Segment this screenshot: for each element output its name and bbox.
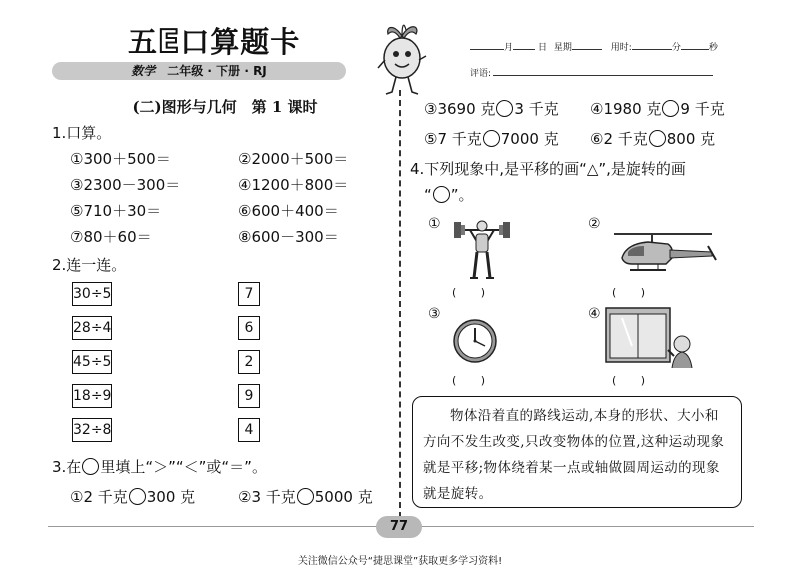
info-text: 物体沿着直的路线运动,本身的形状、大小和方向不发生改变,只改变物体的位置,这种运动现象就是平移;物体绕着某一点或轴做圆周运动的现象就是旋转。 bbox=[423, 408, 725, 502]
q1-item: ⑤710＋30＝ bbox=[70, 202, 162, 220]
date-line: 月 日 星期 用时: 分 秒 bbox=[470, 40, 760, 53]
page-number: 77 bbox=[376, 516, 422, 538]
answer-circle[interactable] bbox=[483, 130, 500, 147]
footer-note: 关注微信公众号“捷思课堂”获取更多学习资料! bbox=[297, 556, 503, 567]
pic-label: ③ bbox=[428, 306, 441, 322]
second-blank[interactable] bbox=[681, 41, 709, 50]
brand-prefix: 五 bbox=[128, 25, 159, 59]
pic-label: ② bbox=[588, 216, 601, 232]
pic-label: ① bbox=[428, 216, 441, 232]
q1-item: ③2300－300＝ bbox=[70, 176, 181, 194]
brand-e-logo: E bbox=[158, 24, 181, 60]
answer-paren[interactable]: ( ) bbox=[452, 374, 486, 387]
grade-info: 二年级 · 下册 · RJ bbox=[167, 64, 267, 78]
section-title: (二)图形与几何 第 1 课时 bbox=[132, 98, 318, 116]
q1-item: ④1200＋800＝ bbox=[238, 176, 349, 194]
helicopter-icon bbox=[612, 228, 722, 278]
answer-paren[interactable]: ( ) bbox=[452, 286, 486, 299]
q3-item: ⑥2 千克 800 克 bbox=[590, 130, 716, 148]
match-left-box[interactable]: 45÷5 bbox=[72, 350, 112, 374]
radish-mascot-icon bbox=[374, 20, 430, 100]
answer-paren[interactable]: ( ) bbox=[612, 286, 646, 299]
pic-label: ④ bbox=[588, 306, 601, 322]
q3-item: ③3690 克 3 千克 bbox=[424, 100, 559, 118]
rotate-circle-icon bbox=[433, 186, 450, 203]
column-divider bbox=[399, 90, 401, 518]
answer-circle[interactable] bbox=[649, 130, 666, 147]
answer-circle[interactable] bbox=[297, 488, 314, 505]
match-left-box[interactable]: 30÷5 bbox=[72, 282, 112, 306]
sliding-window-icon bbox=[602, 306, 694, 368]
minute-blank[interactable] bbox=[632, 41, 672, 50]
brand-suffix: 口算题卡 bbox=[180, 25, 301, 59]
q2-title: 2.连一连。 bbox=[52, 256, 127, 274]
weightlifter-icon bbox=[452, 214, 512, 284]
q1-item: ①300＋500＝ bbox=[70, 150, 171, 168]
match-right-box[interactable]: 4 bbox=[238, 418, 260, 442]
match-right-box[interactable]: 2 bbox=[238, 350, 260, 374]
compare-circle-icon bbox=[82, 458, 99, 475]
clock-icon bbox=[452, 318, 498, 364]
match-right-box[interactable]: 9 bbox=[238, 384, 260, 408]
q1-title: 1.口算。 bbox=[52, 124, 112, 142]
q3-title: 3.在 里填上“＞”“＜”或“＝”。 bbox=[52, 458, 267, 476]
q4-title-line1: 4.下列现象中,是平移的画“△”,是旋转的画 bbox=[410, 160, 686, 178]
q3-item: ②3 千克 5000 克 bbox=[238, 488, 373, 506]
match-left-box[interactable]: 18÷9 bbox=[72, 384, 112, 408]
review-line: 评语: bbox=[470, 66, 760, 79]
q3-item: ⑤7 千克 7000 克 bbox=[424, 130, 559, 148]
match-right-box[interactable]: 7 bbox=[238, 282, 260, 306]
match-left-box[interactable]: 32÷8 bbox=[72, 418, 112, 442]
month-blank[interactable] bbox=[470, 41, 504, 50]
answer-circle[interactable] bbox=[129, 488, 146, 505]
q1-item: ⑥600＋400＝ bbox=[238, 202, 339, 220]
q3-item: ①2 千克 300 克 bbox=[70, 488, 196, 506]
q1-item: ⑦80＋60＝ bbox=[70, 228, 152, 246]
grade-bar bbox=[52, 62, 346, 80]
subject-label: 数学 bbox=[131, 64, 156, 78]
answer-circle[interactable] bbox=[662, 100, 679, 117]
weekday-blank[interactable] bbox=[572, 41, 602, 50]
day-blank[interactable] bbox=[513, 41, 535, 50]
q1-item: ⑧600－300＝ bbox=[238, 228, 339, 246]
q4-title-line2: “ ”。 bbox=[424, 186, 474, 204]
review-blank[interactable] bbox=[493, 67, 713, 76]
brand-title bbox=[128, 20, 328, 60]
info-box bbox=[412, 396, 742, 508]
match-left-box[interactable]: 28÷4 bbox=[72, 316, 112, 340]
match-right-box[interactable]: 6 bbox=[238, 316, 260, 340]
q1-item: ②2000＋500＝ bbox=[238, 150, 349, 168]
q3-item: ④1980 克 9 千克 bbox=[590, 100, 725, 118]
answer-circle[interactable] bbox=[496, 100, 513, 117]
answer-paren[interactable]: ( ) bbox=[612, 374, 646, 387]
